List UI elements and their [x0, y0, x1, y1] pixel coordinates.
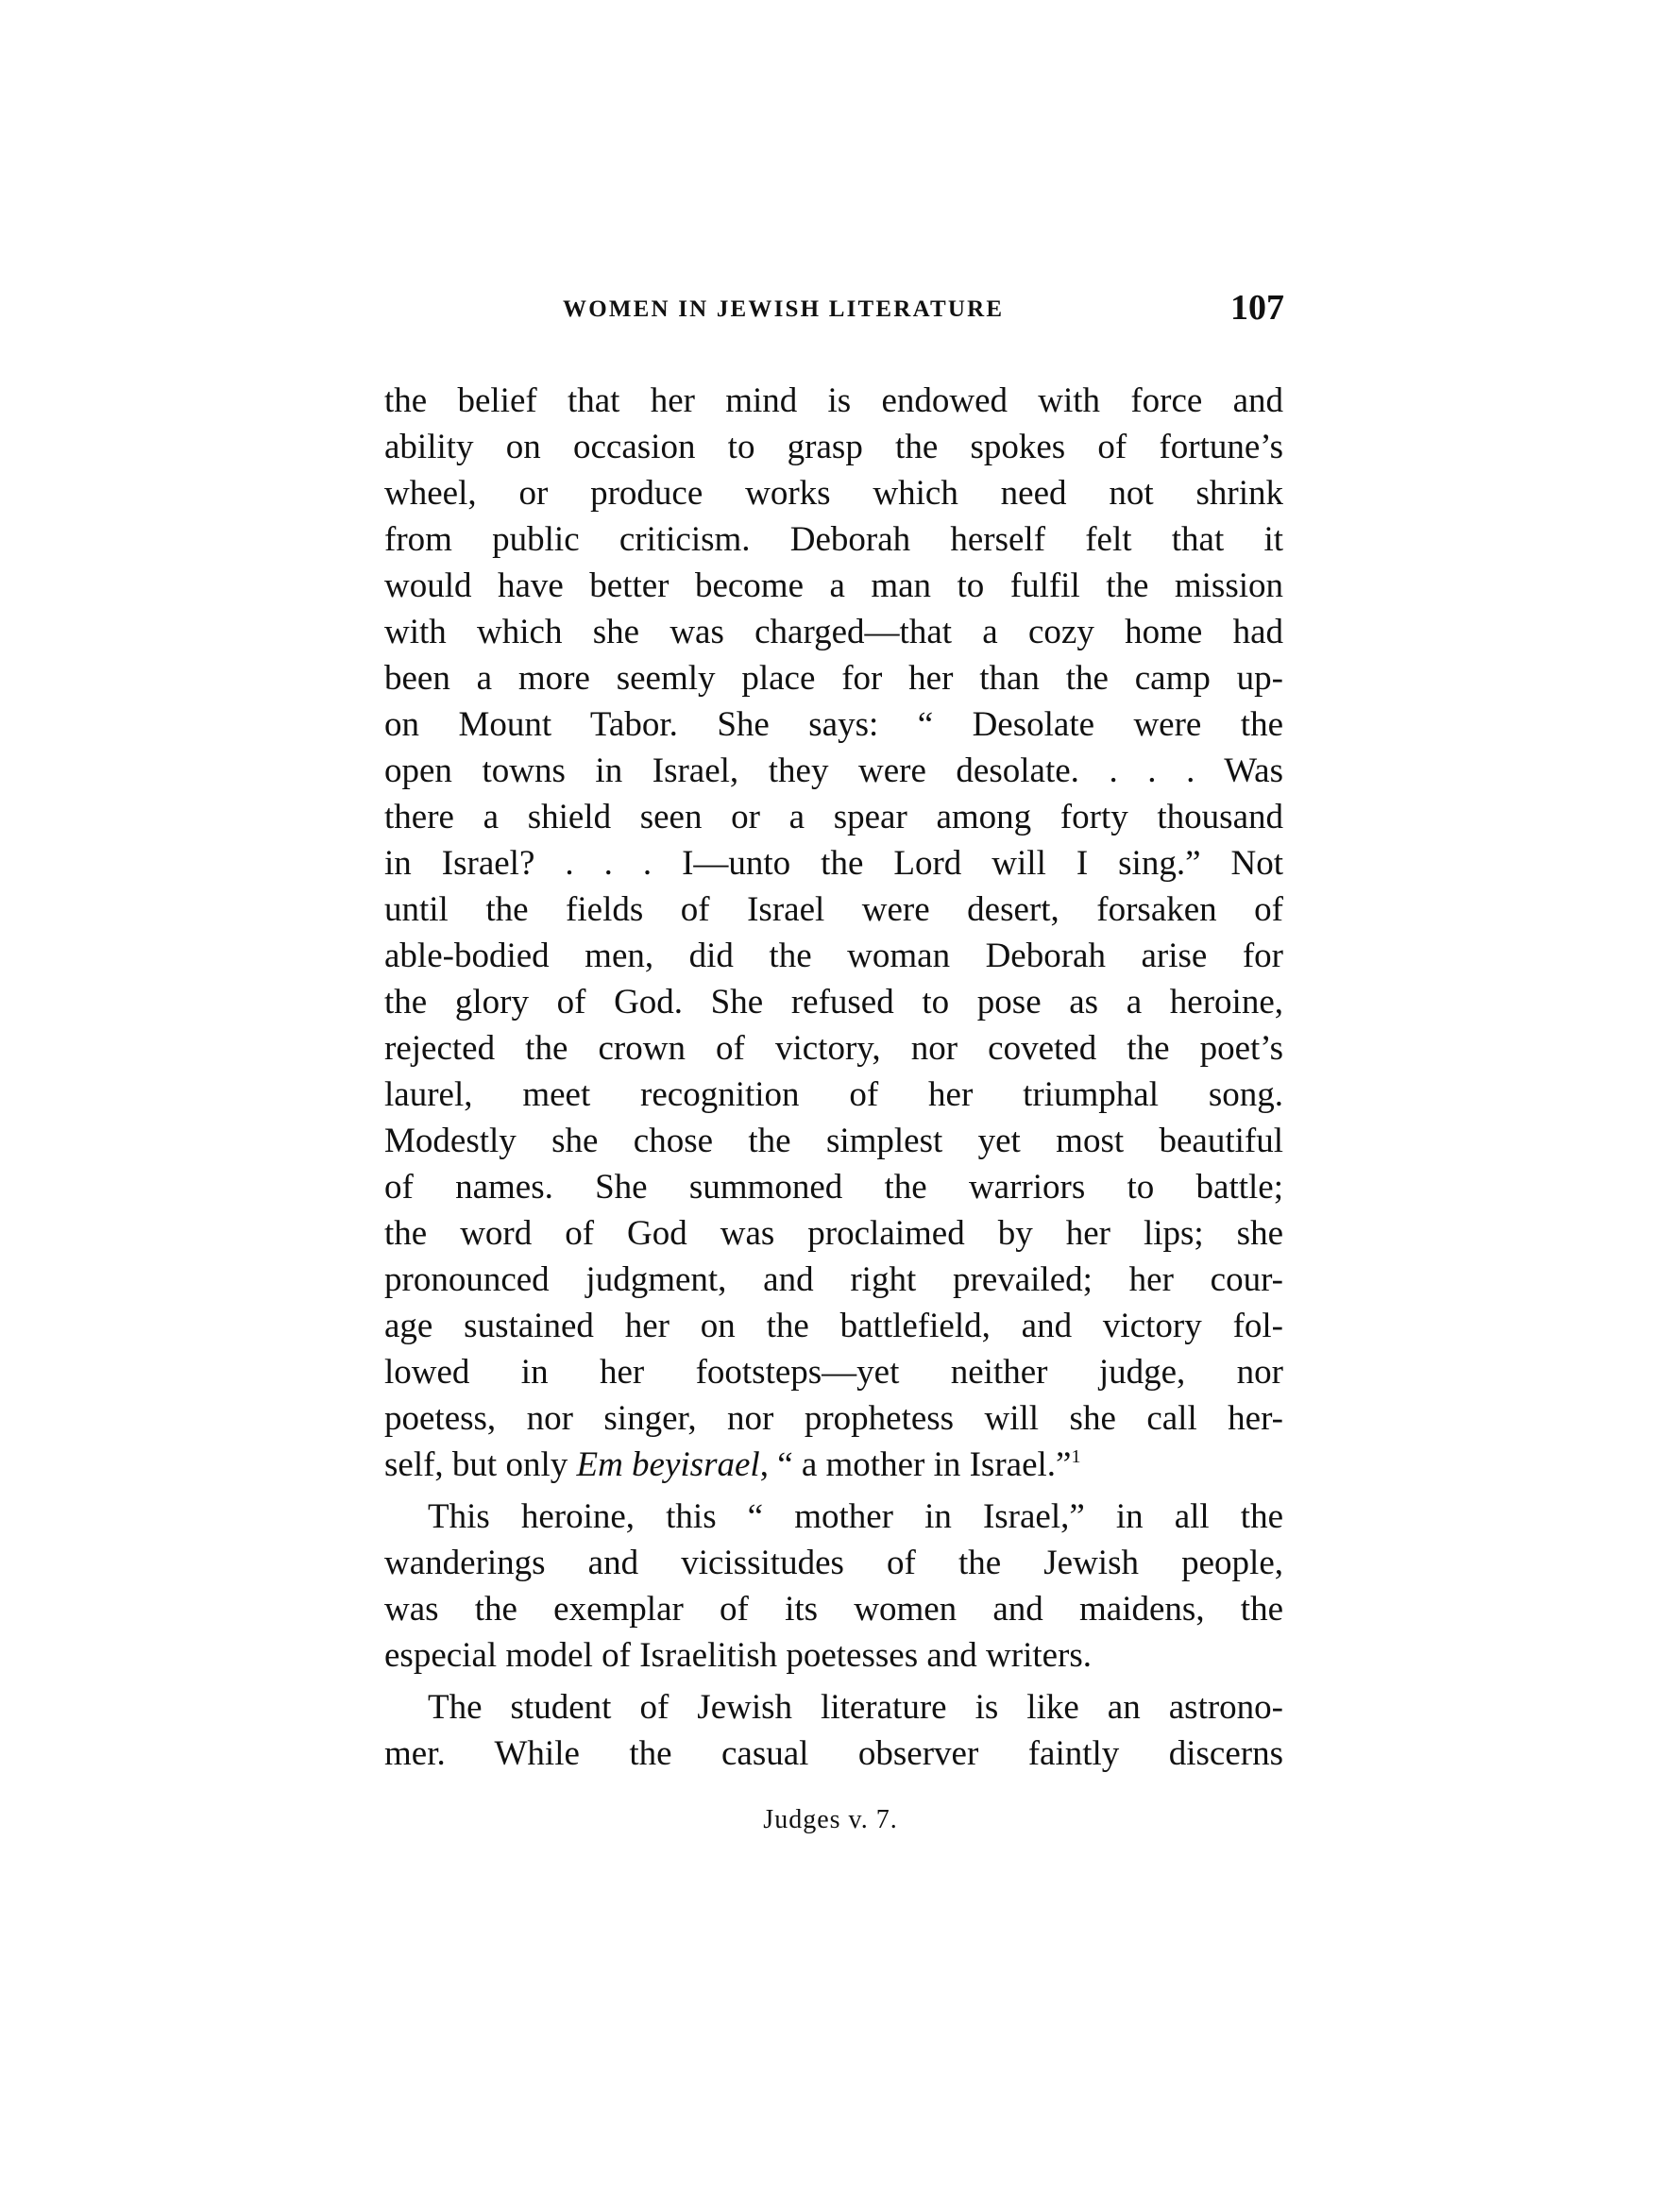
text-segment: , “ a mother in Israel.” [759, 1445, 1072, 1484]
text-line: able-bodied men, did the woman Deborah arise for [384, 937, 1283, 975]
text-line: The student of Jewish literature is like an astrono- [428, 1688, 1283, 1727]
text-line: there a shield seen or a spear among forty thousand [384, 798, 1283, 836]
text-line: pronounced judgment, and right prevailed; her cour- [384, 1260, 1283, 1299]
text-line: open towns in Israel, they were desolate. . . . Was [384, 751, 1283, 790]
body-text [384, 378, 1283, 1777]
footnote: Judges v. 7. [763, 1805, 898, 1834]
page-number: 107 [1230, 288, 1284, 328]
italic-term: Em beyisrael [576, 1445, 760, 1484]
text-line: the glory of God. She refused to pose as a heroine, [384, 983, 1283, 1022]
text-line: of names. She summoned the warriors to battle; [384, 1168, 1283, 1207]
text-line: laurel, meet recognition of her triumphal song. [384, 1075, 1283, 1114]
text-line: would have better become a man to fulfil the mission [384, 566, 1283, 605]
text-line: mer. While the casual observer faintly discerns [384, 1734, 1283, 1773]
text-line: This heroine, this “ mother in Israel,” in all the [428, 1497, 1283, 1536]
running-head-title: WOMEN IN JEWISH LITERATURE [563, 296, 1005, 322]
text-line: rejected the crown of victory, nor coveted the poet’s [384, 1029, 1283, 1068]
text-segment: self, but only [384, 1445, 577, 1484]
text-line: until the fields of Israel were desert, forsaken of [384, 890, 1283, 929]
text-line: age sustained her on the battlefield, and victory fol- [384, 1307, 1283, 1345]
text-line: ability on occasion to grasp the spokes of fortune’s [384, 428, 1283, 466]
text-line: was the exemplar of its women and maidens, the [384, 1590, 1283, 1629]
text-line: with which she was charged—that a cozy home had [384, 613, 1283, 651]
text-line: the belief that her mind is endowed with force and [384, 381, 1283, 420]
text-line: poetess, nor singer, nor prophetess will she call her- [384, 1399, 1283, 1438]
text-line: been a more seemly place for her than the camp up- [384, 659, 1283, 698]
text-line: especial model of Israelitish poetesses and writers. [384, 1636, 1093, 1675]
text-line: in Israel? . . . I—unto the Lord will I sing.” Not [384, 844, 1283, 883]
text-line: lowed in her footsteps—yet neither judge, nor [384, 1353, 1283, 1392]
text-line: from public criticism. Deborah herself felt that it [384, 520, 1283, 559]
text-line: the word of God was proclaimed by her lips; she [384, 1214, 1283, 1253]
text-line: on Mount Tabor. She says: “ Desolate were the [384, 705, 1283, 744]
text-line: wanderings and vicissitudes of the Jewish people, [384, 1544, 1283, 1582]
text-line: Modestly she chose the simplest yet most beautiful [384, 1122, 1283, 1160]
text-line [384, 1442, 1283, 1488]
text-line: wheel, or produce works which need not shrink [384, 474, 1283, 513]
footnote-reference: 1 [1071, 1446, 1081, 1467]
running-head [557, 288, 1284, 330]
